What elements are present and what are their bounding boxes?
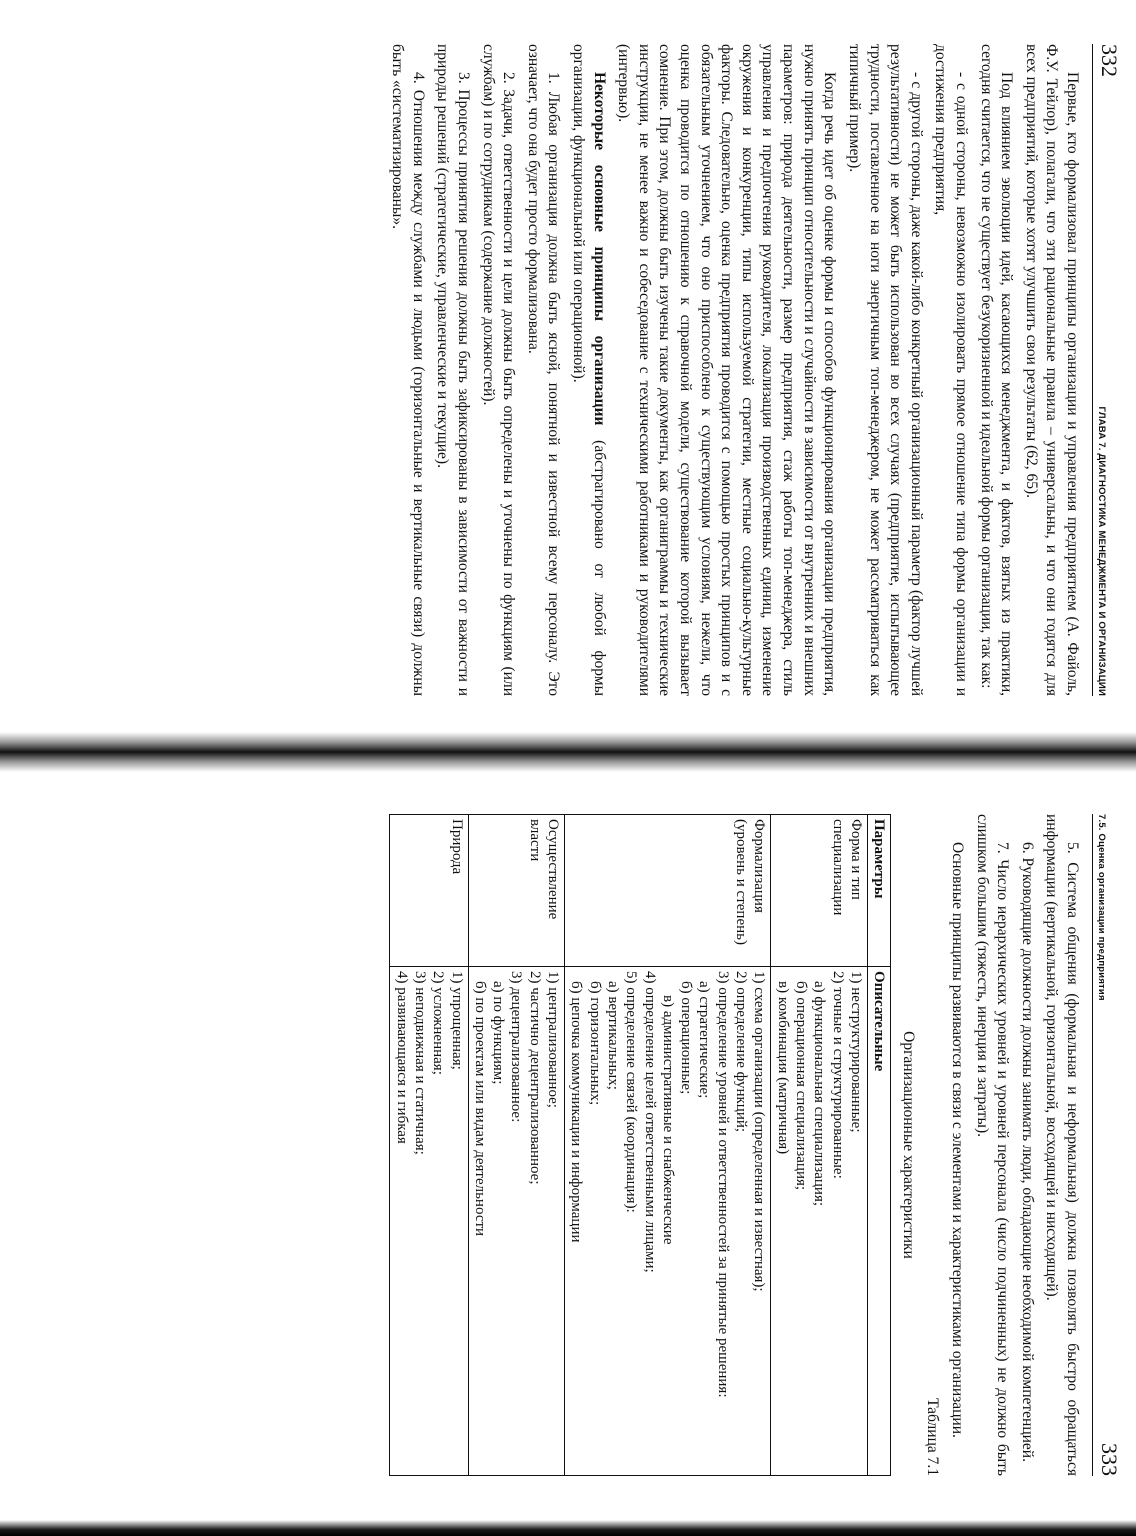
principle-item: 1. Любая организация должна быть ясной, понятной и известной всему персоналу. Это означает, что она будет просто формализована. [524, 44, 563, 696]
description-line: б) операционные; [678, 981, 695, 1095]
principles-intro [567, 44, 608, 696]
description-line: 1) централизованное; [545, 971, 562, 1108]
scan-edge-shadow [0, 1520, 1136, 1536]
description-line: б) цепочка коммуникации и информации [568, 981, 585, 1243]
paragraph: Когда речь идет об оценке формы и способов функционирования организации предприятия, нужно принять принцип относительности и случайности в зависимости от внутренних и внешних параметров: природа деятельности, размер предприятия, стаж работы топ-менеджера, стиль управления и предпочтения руководителя, локализация производственных единиц, изменение окружения и конкуренции, типы используемой стратегии, местные социально-культурные факторы. Следовательно, оценка предприятия проводится с помощью простых принципов и с обязательным уточнением, что оно приспособлено к существующим условиям, нежели, что оценка проводится по отношению к справочной модели, существование которой вызывает сомнение. При этом, должны быть изучены такие документы, как органиграммы и технические инструкции, не менее важно и собеседование с техническими работниками и руководителями (интервью). [615, 44, 839, 696]
description-line: 1) упрощенная; [448, 971, 465, 1070]
description-line: 3) определение уровней и ответственностей за принятые решения: [714, 971, 731, 1398]
description-line: 1) схема организации (определенная и известная); [751, 971, 768, 1292]
principles-heading: Некоторые основные принципы организации [590, 72, 608, 426]
page-number: 333 [1097, 1443, 1122, 1476]
page-333 [0, 770, 1136, 1520]
description-line: в) комбинация (матричная) [774, 981, 791, 1155]
page-333-rotated [0, 770, 1136, 1520]
description-cell [468, 967, 564, 1476]
table-title: Организационные характеристики [899, 1031, 917, 1259]
principle-item: 7. Число иерархических уровней и уровней персонала (число подчиненных) не должно быть слишком большим (тяжесть, инерция и затраты). [973, 814, 1012, 1476]
running-head [1092, 44, 1122, 696]
characteristics-table [389, 814, 891, 1476]
description-line: 4) определение целей ответственными лицами; [641, 971, 658, 1273]
paragraph: Основные принципы развиваются в связи с элементами и характеристиками организации. [948, 842, 966, 1438]
description-line: б) по проектам или видам деятельности [471, 981, 488, 1237]
description-line: а) стратегические; [696, 981, 713, 1099]
paragraph: Первые, кто формализовал принципы организации и управления предприятием (А. Файоль, Ф.У. Тейлор), полагали, что эти рациональные правила – универсальны, и что они годятся для всех предприятий, которые хотят улучшить свои результаты (62, 65). [1022, 44, 1081, 696]
description-line: 3) децентрализованное: [508, 971, 525, 1123]
description-line: 2) определение функций; [733, 971, 750, 1133]
description-line: 3) неподвижная и статичная; [412, 971, 428, 1155]
paragraph: Под влиянием эволюции идей, касающихся менеджмента, и фактов, взятых из практики, сегодня считается, что не существует безукоризненной и идеальной формы организации, так как: [977, 44, 1016, 696]
table-row [565, 815, 771, 1476]
description-line: а) функциональная специализация; [811, 981, 828, 1207]
principle-item: 5. Система общения (формальная и неформальная) должна позволять быстро обращаться информации (вертикальной, горизонтальной, восходящей и нисходящей). [1043, 814, 1081, 1476]
description-cell [565, 967, 771, 1476]
chapter-title: ГЛАВА 7. ДИАГНОСТИКА МЕНЕДЖМЕНТА И ОРГАНИЗАЦИИ [1096, 406, 1107, 696]
paragraph: - с другой стороны, даже какой-либо конкретный организационный параметр (фактор лучшей результативности) не может быть использован во всех случаях (предприятие, испытывающее трудности, поставленное на ноги энергичным топ-менеджером, не может рассматриваться как типичный пример). [845, 44, 925, 696]
description-line: 5) определение связей (координация): [623, 971, 640, 1213]
page-332 [0, 0, 1136, 740]
description-line: б) операционная специализация; [792, 981, 809, 1191]
param-cell: Форма и тип специализации [771, 815, 867, 967]
principle-item: 6. Руководящие должности должны занимать люди, обладающие необходимой компетенцией. [1018, 842, 1036, 1462]
principle-item: 4. Отношения между службами и людьми (горизонтальные и вертикальные связи) должны быть «систематизированы». [389, 44, 427, 696]
column-header-params: Параметры [867, 815, 890, 967]
description-cell [390, 967, 468, 1476]
paragraph: - с одной стороны, невозможно изолировать прямое отношение типа формы организации и достижения предприятия, [932, 44, 970, 696]
description-line: 2) усложненная; [430, 971, 447, 1075]
table-header-row [867, 815, 890, 1476]
table-label: Таблица 7.1 [924, 1398, 942, 1476]
description-line: 1) неструктурированные; [847, 971, 864, 1133]
section-title: 7.5. Оценка организации предприятия [1096, 814, 1107, 1001]
description-line: а) по функциям; [490, 981, 507, 1085]
param-cell: Природа [390, 815, 468, 967]
param-cell: Осуществление власти [468, 815, 564, 967]
description-line: 2) точные и структурированные: [829, 971, 846, 1179]
description-line: 2) частично децентрализованное; [526, 971, 543, 1185]
param-cell: Формализация (уровень и степень) [565, 815, 771, 967]
running-head [1092, 814, 1122, 1476]
table-body [390, 815, 867, 1476]
table-row [390, 815, 468, 1476]
table-row [468, 815, 564, 1476]
page-number: 332 [1097, 44, 1122, 77]
description-line: в) административные и снабженческие [659, 995, 676, 1245]
page-332-rotated [0, 0, 1136, 740]
description-line: 4) развивающаяся и гибкая [393, 971, 410, 1144]
description-line: б) горизонтальных; [586, 981, 603, 1106]
description-cell [771, 967, 867, 1476]
principle-item: 3. Процессы принятия решения должны быть зафиксированы в зависимости от важности и природы решений (стратегические, управленческие и текущие). [434, 44, 472, 696]
table-row [771, 815, 867, 1476]
principle-item: 2. Задачи, ответственности и цели должны быть определены и уточнены по функциям (или службам) и по сотрудникам (содержание должностей). [479, 44, 518, 696]
description-line: а) вертикальных; [604, 981, 621, 1090]
column-header-descriptions: Описательные [867, 967, 890, 1476]
principles-intro-text: (абстрагировано от любой формы организации, функциональной или операционной). [569, 44, 608, 696]
